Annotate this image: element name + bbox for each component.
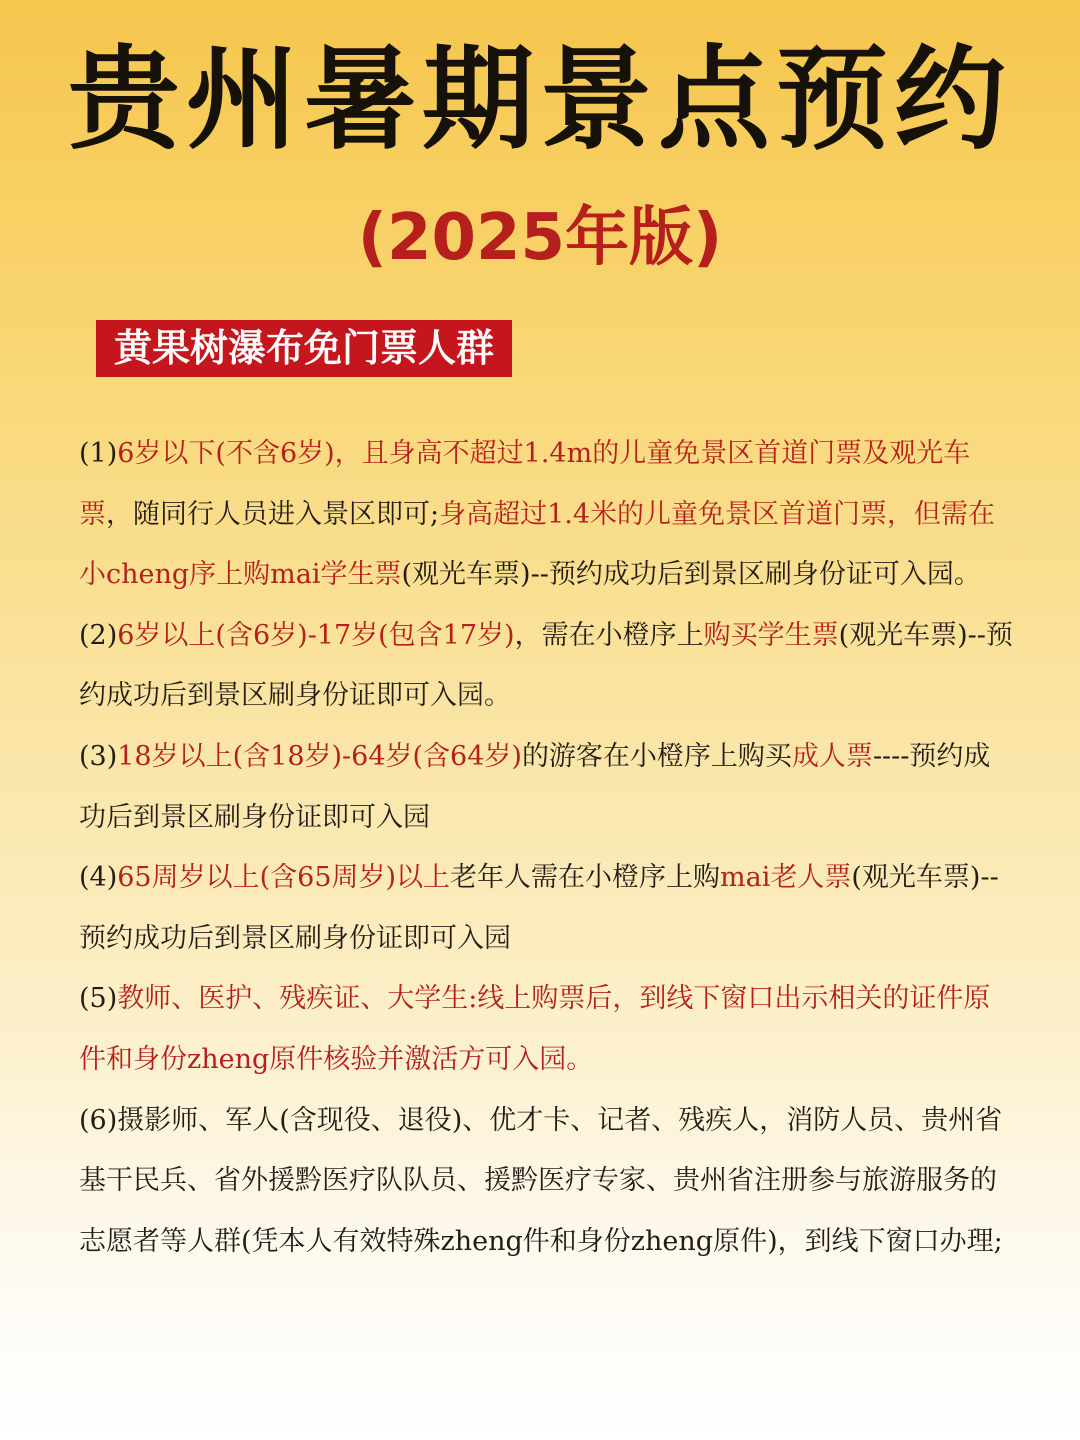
body-text-segment: (1) xyxy=(79,438,118,469)
body-text-segment: (2) xyxy=(79,619,118,651)
body-text xyxy=(79,424,1013,1272)
text-line xyxy=(79,1091,1009,1152)
highlight-text: mai老人票 xyxy=(720,862,852,894)
text-line xyxy=(79,1030,1009,1091)
body-text-segment: 基干民兵、省外援黔医疗队队员、援黔医疗专家、贵州省注册参与旅游服务的 xyxy=(79,1165,997,1197)
highlight-text: 教师、医护、残疾证、大学生:线上购票后，到线下窗口出示相关的证件原 xyxy=(117,983,991,1015)
text-line xyxy=(79,969,1009,1030)
highlight-text: 票 xyxy=(79,498,106,530)
body-text-segment: (4) xyxy=(79,862,118,894)
body-text-segment: (观光车票)--预 xyxy=(838,619,1013,651)
text-line xyxy=(79,1212,1009,1273)
highlight-text: 65周岁以上(含65周岁)以上 xyxy=(117,862,451,894)
body-text-segment: (5) xyxy=(79,983,118,1015)
body-text-segment: 志愿者等人群(凭本人有效特殊zheng件和身份zheng原件)，到线下窗口办理; xyxy=(79,1225,1003,1257)
body-text-segment: 老年人需在小橙序上购 xyxy=(450,862,721,894)
text-line xyxy=(79,485,1009,546)
body-text-segment: (观光车票)--预约成功后到景区刷身份证可入园。 xyxy=(401,559,981,591)
text-line xyxy=(79,848,1009,909)
body-text-segment: (3) xyxy=(79,740,118,772)
highlight-text: 小cheng序上购mai学生票 xyxy=(79,559,402,591)
text-line xyxy=(79,788,1009,849)
page-subtitle: (2025年版) xyxy=(357,201,723,275)
text-line xyxy=(79,424,1009,485)
highlight-text: 成人票 xyxy=(791,740,873,772)
highlight-text: 6岁以上(含6岁)-17岁(包含17岁) xyxy=(117,619,515,651)
text-line xyxy=(79,727,1009,788)
text-line xyxy=(79,909,1009,970)
body-text-segment: 预约成功后到景区刷身份证即可入园 xyxy=(79,922,511,954)
body-text-segment: ，需在小橙序上 xyxy=(514,619,704,651)
body-text-segment: ----预约成 xyxy=(872,740,991,772)
body-text-segment: ，随同行人员进入景区即可; xyxy=(106,498,440,530)
body-text-segment: 约成功后到景区刷身份证即可入园。 xyxy=(79,680,511,712)
highlight-text: 6岁以下(不含6岁)，且身高不超过1.4m的儿童免景区首道门票及观光车 xyxy=(117,438,971,469)
body-text-segment: (6)摄影师、军人(含现役、退役)、优才卡、记者、残疾人，消防人员、贵州省 xyxy=(79,1104,1003,1136)
highlight-text: 18岁以上(含18岁)-64岁(含64岁) xyxy=(117,740,522,772)
text-line xyxy=(79,1151,1009,1212)
highlight-text: 购买学生票 xyxy=(703,619,839,651)
text-line xyxy=(79,606,1013,667)
highlight-text: 身高超过1.4米的儿童免景区首道门票，但需在 xyxy=(439,498,996,530)
body-text-segment: 的游客在小橙序上购买 xyxy=(521,740,792,772)
section-label: 黄果树瀑布免门票人群 xyxy=(96,320,512,377)
page-title: 贵州暑期景点预约 xyxy=(68,35,1012,165)
text-line xyxy=(79,545,1009,606)
body-text-segment: 功后到景区刷身份证即可入园 xyxy=(79,801,430,833)
highlight-text: 件和身份zheng原件核验并激活方可入园。 xyxy=(79,1043,594,1075)
text-line xyxy=(79,666,1009,727)
body-text-segment: (观光车票)-- xyxy=(851,862,999,894)
